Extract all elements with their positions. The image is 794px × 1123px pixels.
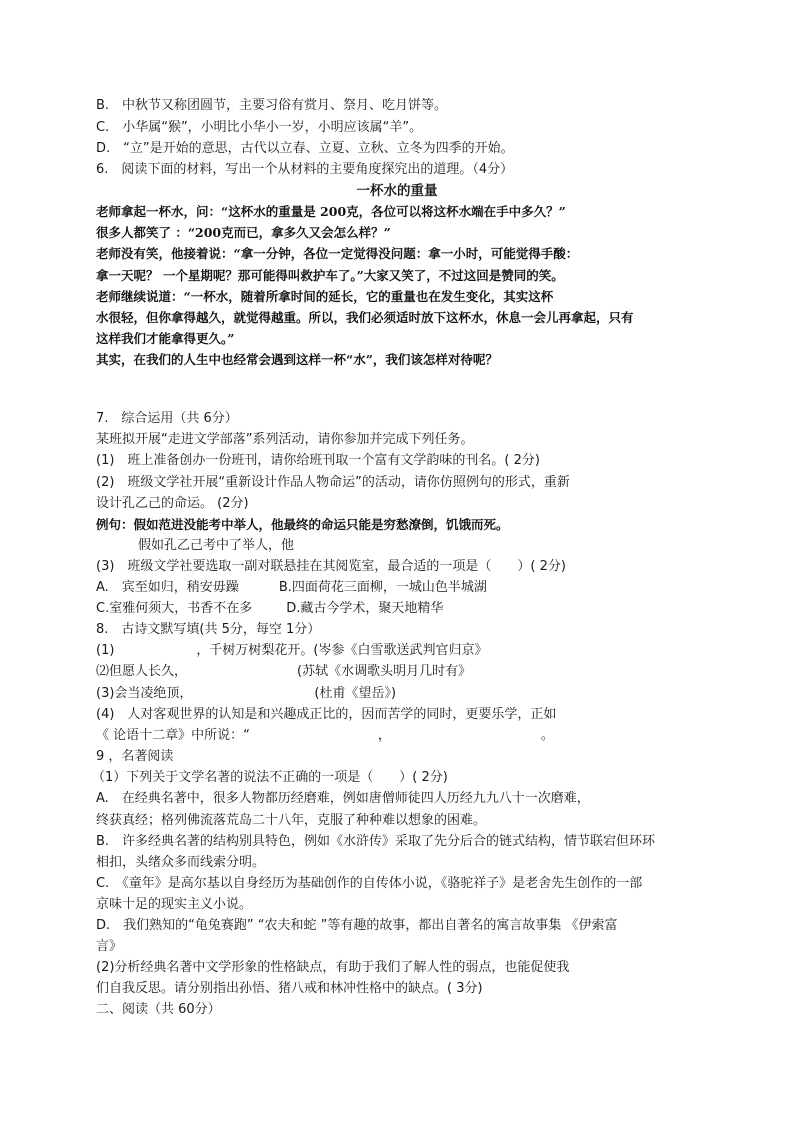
question-9-part-1: （1）下列关于文学名著的说法不正确的一项是（ ）( 2分) xyxy=(92,770,448,785)
poem-line-4: (4) 人对客观世界的认知是和兴趣成正比的，因而苦学的同时，更要乐学，正如 xyxy=(96,707,557,722)
section-2-header: 二、阅读（共 60分） xyxy=(96,1002,221,1017)
option-a-line: A. 在经典名著中，很多人物都历经磨难，例如唐僧师徒四人历经九九八十一次磨难， xyxy=(96,791,590,806)
poem-line-2-text: ⑵但愿人长久， xyxy=(96,664,188,679)
option-c-line-cont: 京味十足的现实主义小说。 xyxy=(96,897,253,912)
passage-line: 水很轻，但你拿得越久，就觉得越重。所以，我们必须适时放下这杯水，休息一会儿再拿起，只有 xyxy=(96,310,634,325)
question-7-part-3: (3) 班级文学社要选取一副对联悬挂在其阅览室，最合适的一项是（ ）( 2分) xyxy=(96,559,566,574)
poem-line-2 xyxy=(96,662,471,682)
analects-comma: ， xyxy=(377,728,391,743)
option-d-line: D. “立”是开始的意思，古代以立春、立夏、立秋、立冬为四季的开始。 xyxy=(96,141,514,156)
couplet-options-row-1 xyxy=(96,578,487,598)
option-b-line-cont: 相扣，头绪众多而线索分明。 xyxy=(96,855,266,870)
option-b-line: B. 中秋节又称团圆节，主要习俗有赏月、祭月、吃月饼等。 xyxy=(96,98,448,113)
passage-line: 老师拿起一杯水，问：“这杯水的重量是 200克，各位可以将这杯水端在手中多久？” xyxy=(96,204,566,219)
question-7-part-2: (2) 班级文学社开展“重新设计作品人物命运”的活动，请你仿照例句的形式，重新 xyxy=(96,475,570,490)
poem-line-2-source: (苏轼《水调歌头明月几时有》 xyxy=(297,664,472,679)
passage-title: 一杯水的重量 xyxy=(356,183,438,199)
passage-line: 拿一天呢？ 一个星期呢？那可能得叫救护车了。”大家又笑了，不过这回是赞同的笑。 xyxy=(96,268,564,283)
option-d-line: D. 我们熟知的“龟兔赛跑” “农夫和蛇 ”等有趣的故事，都出自著名的寓言故事集 《伊索富 xyxy=(96,918,618,933)
passage-line: 老师没有笑，他接着说：“拿一分钟，各位一定觉得没问题：拿一小时，可能觉得手酸： xyxy=(96,246,579,261)
option-b-line: B. 许多经典名著的结构别具特色，例如《水浒传》采取了先分后合的链式结构，情节联宕但环环 xyxy=(96,834,656,849)
example-sentence: 例句：假如范进没能考中举人，他最终的命运只能是穷愁潦倒，饥饿而死。 xyxy=(96,517,509,532)
question-7-intro: 某班拟开展“走进文学部落”系列活动，请你参加并完成下列任务。 xyxy=(96,432,474,447)
question-9-part-2-cont: 们自我反思。请分别指出孙悟、猪八戒和林冲性格中的缺点。( 3分) xyxy=(96,981,483,996)
question-9-header: 9 ，名著阅读 xyxy=(96,749,174,764)
poem-line-3-text: (3)会当凌绝顶， xyxy=(96,686,193,701)
answer-sentence-start: 假如孔乙己考中了举人，他 xyxy=(138,538,295,553)
question-6-prompt: 6. 阅读下面的材料，写出一个从材料的主要角度探究出的道理。（4分） xyxy=(96,162,514,177)
question-7-part-2-cont: 设计孔乙己的命运。 (2分) xyxy=(96,496,249,511)
couplet-option-c: C.室雅何须大，书香不在多 xyxy=(96,601,253,616)
question-9-part-2: (2)分析经典名著中文学形象的性格缺点，有助于我们了解人性的弱点，也能促使我 xyxy=(96,960,570,975)
poem-line-5 xyxy=(96,726,554,746)
analects-end: 。 xyxy=(540,728,554,743)
couplet-option-d: D.藏古今学术，聚天地精华 xyxy=(286,601,444,616)
analects-quote-start: 《 论语十二章》中所说：“ xyxy=(96,728,250,743)
couplet-option-b: B.四面荷花三面柳，一城山色半城湖 xyxy=(278,580,487,595)
couplet-option-a: A. 宾至如归，稍安毋躁 xyxy=(96,580,239,595)
poem-line-1 xyxy=(96,641,488,661)
passage-line: 老师继续说道：“一杯水，随着所拿时间的延长，它的重量也在发生变化，其实这杯 xyxy=(96,289,554,304)
passage-line: 其实，在我们的人生中也经常会遇到这样一杯“水”，我们该怎样对待呢？ xyxy=(96,352,498,367)
question-7-part-1: (1) 班上准备创办一份班刊，请你给班刊取一个富有文学韵味的刊名。( 2分) xyxy=(96,453,540,468)
passage-line: 这样我们才能拿得更久。” xyxy=(96,331,235,346)
passage-line: 很多人都笑了 ：“200克而已，拿多久又会怎么样？” xyxy=(96,225,391,240)
poem-line-1-text: ，千树万树梨花开。(岑参《白雪歌送武判官归京》 xyxy=(196,643,488,658)
poem-line-1-number: (1) xyxy=(96,643,115,658)
poem-line-3-source: (杜甫《望岳》) xyxy=(314,686,397,701)
question-7-header: 7. 综合运用（共 6分） xyxy=(96,411,238,426)
option-d-line-cont: 言》 xyxy=(96,939,123,954)
couplet-options-row-2 xyxy=(96,599,443,619)
option-c-line: C. 《童年》是高尔基以自身经历为基础创作的自传体小说，《骆驼祥子》是老舍先生创作的一部 xyxy=(96,876,643,891)
option-c-line: C. 小华属“猴”，小明比小华小一岁，小明应该属“羊”。 xyxy=(96,120,423,135)
question-8-header: 8. 古诗文默写填(共 5分，每空 1分） xyxy=(96,622,321,637)
poem-line-3 xyxy=(96,684,396,704)
option-a-line-cont: 终获真经；格列佛流落荒岛二十八年，克服了种种难以想象的困难。 xyxy=(96,813,487,828)
